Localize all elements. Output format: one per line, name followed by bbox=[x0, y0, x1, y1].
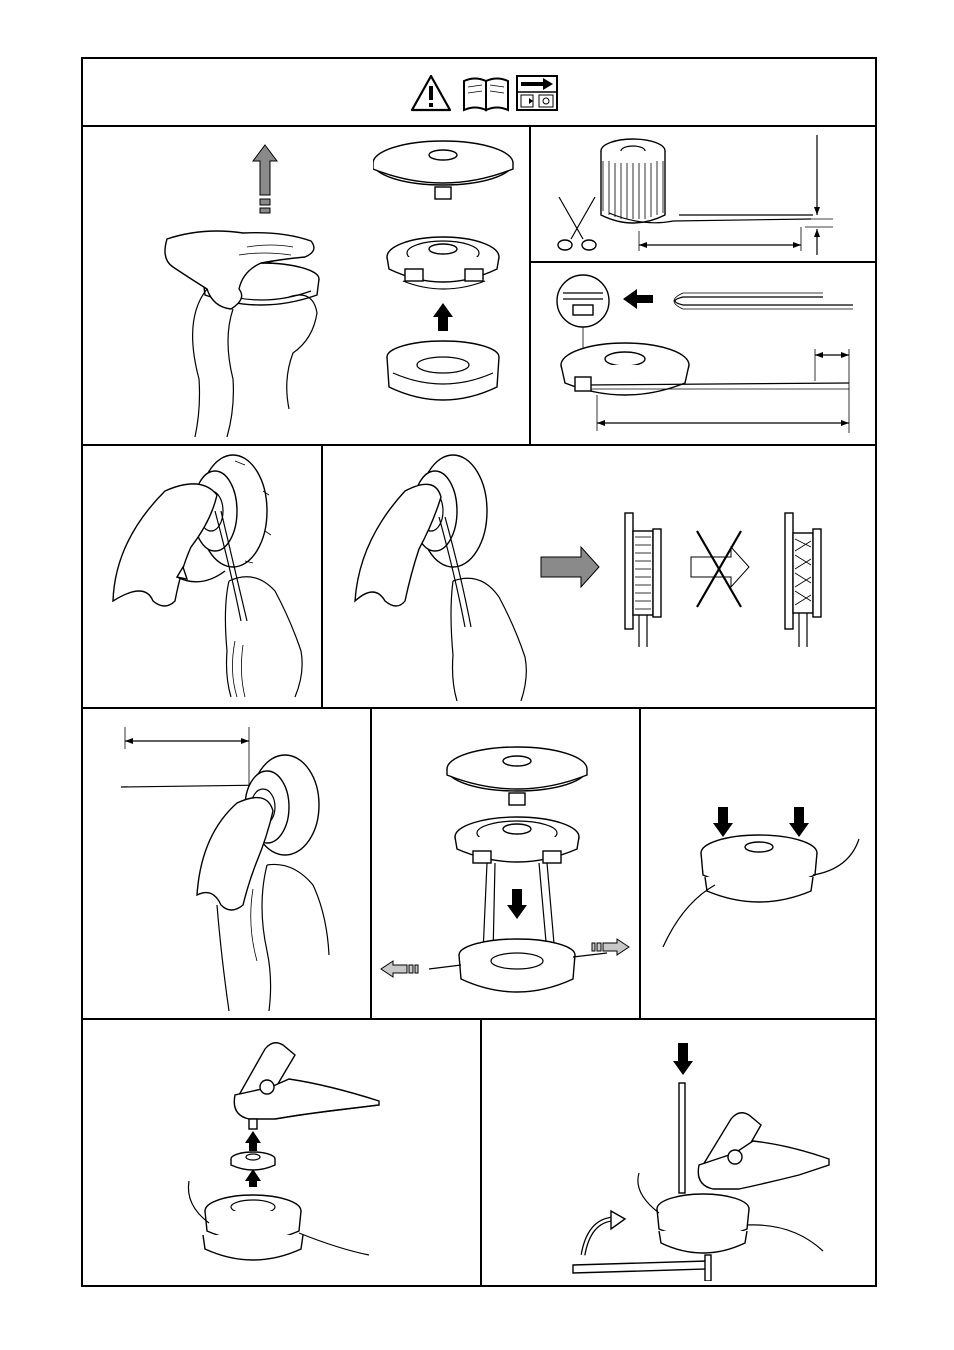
row3-vertical-divider-b bbox=[639, 708, 641, 1019]
manual-book-icon bbox=[464, 79, 508, 111]
panel-secure-line-end bbox=[117, 715, 367, 1011]
hand-icon bbox=[165, 231, 317, 437]
panel-mount-head bbox=[179, 1035, 475, 1279]
locking-pin-icon bbox=[679, 1083, 685, 1193]
trimmer-head-icon bbox=[663, 835, 859, 947]
panel-reassemble-head bbox=[377, 743, 633, 1011]
row3-divider bbox=[83, 1018, 875, 1020]
down-arrow-icon bbox=[713, 807, 809, 837]
left-arrow-icon bbox=[623, 289, 653, 309]
hands-icon bbox=[113, 484, 302, 697]
panel-wind-line-left bbox=[105, 451, 315, 701]
row2-vertical-divider bbox=[321, 445, 323, 708]
panel-wind-line-right bbox=[345, 451, 873, 701]
scissors-icon bbox=[558, 197, 596, 250]
down-arrow-icon bbox=[673, 1043, 693, 1075]
row3-vertical-divider-a bbox=[370, 708, 372, 1019]
trimmer-head-icon bbox=[188, 1181, 369, 1260]
housing-icon bbox=[387, 341, 499, 400]
housing-icon bbox=[429, 939, 607, 992]
warning-triangle-icon bbox=[412, 76, 450, 110]
line-loop-icon bbox=[674, 293, 853, 309]
panel-exploded-head bbox=[373, 137, 523, 437]
down-arrow-icon bbox=[507, 889, 527, 919]
rotate-arrow-icon bbox=[583, 1211, 625, 1255]
right-arrow-icon bbox=[592, 939, 629, 955]
up-arrow-icon bbox=[253, 145, 277, 213]
row1-vertical-divider bbox=[529, 126, 531, 445]
washer-icon bbox=[231, 1152, 275, 1170]
spool-icon bbox=[387, 237, 499, 289]
dimension-icon bbox=[639, 135, 833, 255]
row1-divider bbox=[83, 444, 875, 446]
panel-tighten-head bbox=[553, 1033, 869, 1281]
header-icons bbox=[409, 73, 561, 113]
up-arrow-icon bbox=[433, 303, 453, 331]
wrong-winding-icon bbox=[691, 513, 821, 647]
spool-icon bbox=[561, 343, 849, 395]
header-divider bbox=[83, 125, 875, 127]
gearbox-icon bbox=[234, 1043, 379, 1129]
correct-winding-icon bbox=[625, 513, 661, 647]
cap-icon bbox=[373, 141, 513, 199]
row2-divider bbox=[83, 707, 875, 709]
row1-right-divider bbox=[531, 261, 875, 263]
line-end bbox=[121, 785, 267, 787]
see-reference-icon bbox=[517, 76, 557, 110]
panel-remove-cap bbox=[143, 139, 333, 439]
left-arrow-icon bbox=[381, 961, 418, 977]
gearbox-icon bbox=[698, 1113, 829, 1189]
cap-icon bbox=[447, 747, 587, 805]
row4-vertical-divider bbox=[480, 1019, 482, 1285]
panel-insert-line bbox=[553, 265, 871, 441]
line-spool-icon bbox=[601, 139, 813, 223]
right-arrow-icon bbox=[541, 547, 599, 587]
rotate-arrow-icon bbox=[177, 567, 225, 582]
panel-cut-line bbox=[543, 131, 869, 259]
wrench-icon bbox=[573, 1255, 711, 1281]
instruction-frame bbox=[81, 57, 877, 1287]
panel-press-cap bbox=[653, 803, 865, 1003]
dimension-icon bbox=[125, 727, 249, 785]
spool-icon bbox=[455, 817, 579, 955]
